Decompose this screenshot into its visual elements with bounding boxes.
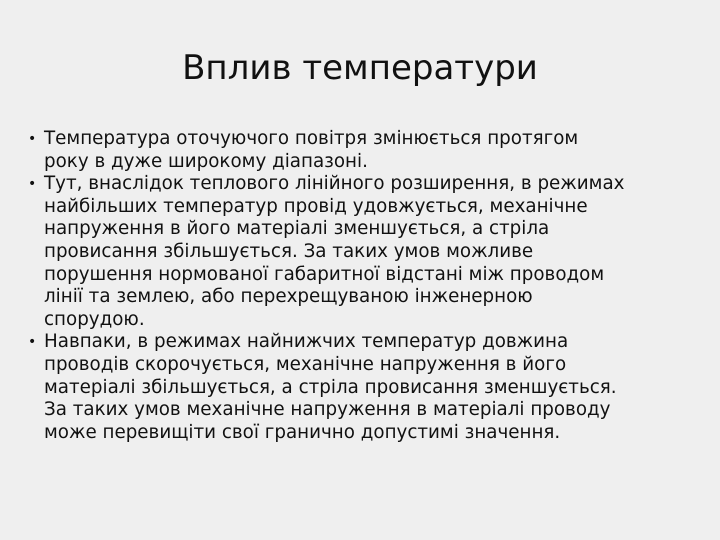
slide-title: Вплив температури bbox=[182, 48, 538, 88]
bullet-icon: • bbox=[28, 176, 37, 193]
text-line: Тут, внаслідок теплового лінійного розширення, в режимах bbox=[44, 173, 625, 195]
paragraph-2 bbox=[28, 173, 690, 331]
text-line: матеріалі збільшується, а стріла провисання зменшується. bbox=[44, 376, 617, 398]
text-line: року в дуже широкому діапазоні. bbox=[44, 150, 368, 172]
text-line: Температура оточуючого повітря змінюється протягом bbox=[44, 128, 579, 149]
text-line: найбільших температур провід удовжується, механічне bbox=[44, 195, 588, 217]
text-line: напруження в його матеріалі зменшується, а стріла bbox=[44, 218, 550, 240]
bullet-icon: • bbox=[28, 131, 37, 147]
text-line: порушення нормованої габаритної відстані між проводом bbox=[44, 263, 605, 285]
paragraph-3 bbox=[28, 331, 690, 444]
text-line: За таких умов механічне напруження в матеріалі проводу bbox=[44, 399, 611, 421]
text-line: спорудою. bbox=[44, 308, 145, 330]
slide-body bbox=[28, 128, 690, 444]
text-line: може перевищіти свої гранично допустимі значення. bbox=[44, 421, 561, 443]
text-line: лінії та землею, або перехрещуваною інженерною bbox=[44, 286, 533, 308]
text-line: провисання збільшується. За таких умов можливе bbox=[44, 240, 534, 262]
text-line: Навпаки, в режимах найнижчих температур довжина bbox=[44, 331, 569, 353]
bullet-icon: • bbox=[28, 334, 37, 351]
text-line: проводів скорочується, механічне напруження в його bbox=[44, 353, 567, 375]
paragraph-1 bbox=[28, 128, 690, 173]
